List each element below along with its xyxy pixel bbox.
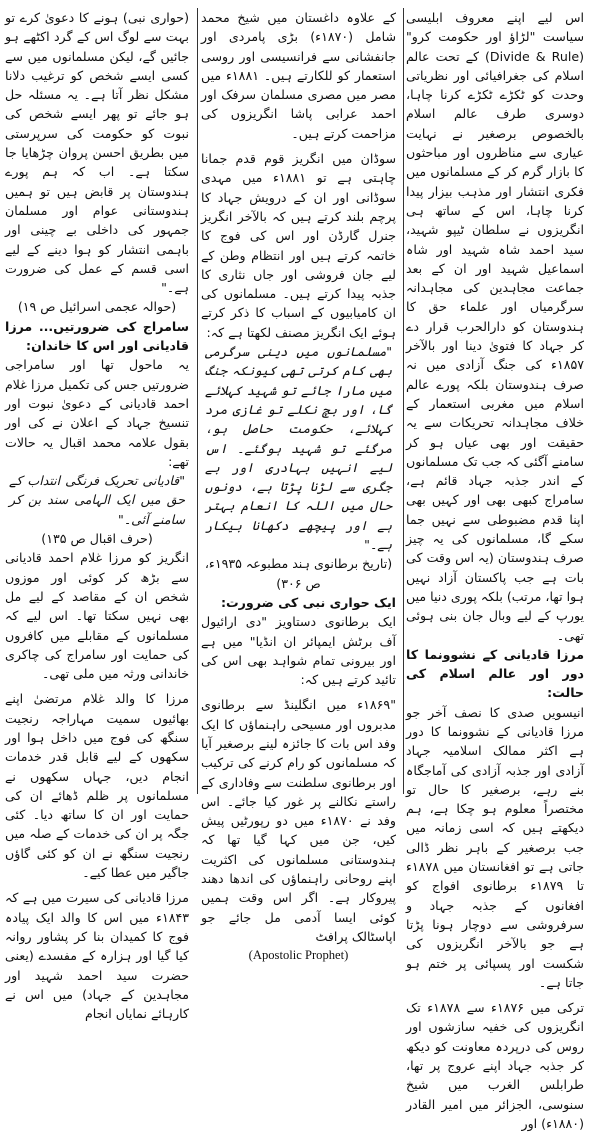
column-divider: [197, 8, 198, 794]
reference-note: (تاریخ برطانوی ہند مطبوعہ ۱۹۳۵ء، ص ۳۰۶): [204, 556, 393, 591]
paragraph: انیسویں صدی کا نصف آخر جو مرزا قادیانی کے نشوونما کا دور ہے اکثر ممالک اسلامیہ جہاد آزادی اور جذبہ آزادی کی آماجگاہ بنے رہے، برصغیر کا حال تو مختصراً معلوم ہو چکا ہے، ہم دیکھتے ہیں کہ اسی زمانہ میں جب برصغیر کے باہر نظر ڈالی جاتی ہے تو افغانستان میں ۱۸۷۸ء تا ۱۸۷۹ء برطانوی افواج کو افغانوں کے جذبہ جہاد و سرفروشی سے دوچار ہونا پڑتا ہے جو بالآخر انگریزوں کی شکست اور پسپائی پر ختم ہو جاتا ہے۔: [406, 704, 584, 990]
paragraph: "۱۸۶۹ء میں انگلینڈ سے برطانوی مدبروں اور مسیحی راہنماؤں کا ایک وفد اس بات کا جائزہ لینے برصغیر آیا کہ مسلمانوں کو رام کرنے کی ترکیب اور برطانوی سلطنت سے وفاداری کے راستے نکالنے پر غور کیا جائے۔ اس وفد نے ۱۸۷۰ء میں دو رپورٹیں پیش کیں، جن میں کہا گیا تھا کہ ہندوستانی مسلمانوں کی اکثریت اپنے روحانی راہنماؤں کی اندھا دھند پیروکار ہے۔ اگر اس وقت ہمیں کوئی ایسا آدمی مل جائے جو اپاسٹالک پرافٹ: [201, 697, 397, 944]
paragraph: مرزا کا والد غلام مرتضیٰ اپنے بھائیوں سمیت مہاراجہ رنجیت سنگھ کی فوج میں داخل ہوا اور سکھوں کے لیے قابل قدر خدمات انجام دیں، جہاں سکھوں نے مسلمانوں پر ظلم ڈھائے ان کی حمایت اور ان کا ساتھ دیا۔ کئی جگہ پر ان کی خدمات کے صلہ میں رنجیت سنگھ نے ان کو کئی گاؤں جاگیر میں عطا کیے۔: [5, 691, 189, 881]
paragraph: ترکی میں ۱۸۷۶ء سے ۱۸۷۸ء تک انگریزوں کی خفیہ سازشوں اور روس کی درپردہ معاونت کو دیکھ کر جذبہ جہاد اپنے عروج پر تھا، طرابلس الغرب میں شیخ سنوسی، الجزائر میں امیر القادر (۱۸۸۰ء) اور: [406, 1000, 584, 1131]
section-heading: سامراج کی ضرورتیں... مرزا قادیانی اور اس کا خاندان:: [5, 318, 189, 354]
column-divider: [403, 8, 404, 794]
column-left: [5, 8, 189, 1022]
paragraph: مرزا قادیانی کی سیرت میں ہے کہ ۱۸۴۳ء میں اس کا والد ایک پیادہ فوج کا کمیدان بنا کر پشاور روانہ کیا گیا اور ہزارہ کے مفسدے (یعنی حضرت سید احمد شہید اور مجاہدین کے جہاد) میں اس نے کارہائے نمایاں انجام: [5, 890, 189, 1022]
paragraph: اس لیے اپنے معروف ابلیسی سیاست "لڑاؤ اور حکومت کرو" (Divide & Rule) کے تحت عالم اسلام کی جغرافیائی اور نظریاتی وحدت کو ٹکڑے ٹکڑے کرنا چاہا، دوسری طرف عالم اسلام بالخصوص برصغیر نے نہایت عیاری سے مناظروں اور مباحثوں کا بازار گرم کر کے مسلمانوں میں فکری انتشار اور مذہب بیزار پیدا کرنا چاہا، اس کے ساتھ ہی انگریزوں نے سلطان ٹیپو شہید، سید احمد شاہ شہید اور شاہ اسماعیل شہید اور ان کے بعد جماعت مجاہدین کی مجاہدانہ سرگرمیاں اور علماء حق کا ہندوستان کو دارالحرب قرار دے کر جہاد کا فتویٰ دینا اور بالآخر ۱۸۵۷ء کی جنگ آزادی میں نہ صرف ہندوستان بلکہ پورے عالم اسلام میں مغربی استعمار کے خلاف مجاہدانہ تحریکات سے یہ حقیقت اور بھی عیاں ہو کر سامنے آگئی کہ جب تک مسلمانوں کے اندر جذبہ جہاد قائم ہے، سامراج کبھی بھی اور کہیں بھی اپنا قدم مضبوطی سے نہیں جما سکے گا، مسلمانوں کی یہ چیز صرف ہندوستان (یہ اس وقت کی بات ہے جب پاکستان آزاد نہیں ہوا تھا، مرتب) بلکہ پوری دنیا میں یورپ کے لیے وبال جان بنی ہوئی تھی۔: [406, 10, 584, 643]
section-heading: مرزا قادیانی کے نشوونما کا دور اور عالم اسلام کی حالت:: [406, 646, 584, 701]
column-middle: [201, 8, 397, 963]
section-heading: ایک حواری نبی کی ضرورت:: [220, 594, 396, 610]
reference-note: (حرف اقبال ص ۱۳۵): [41, 531, 153, 547]
english-term: (Apostolic Prophet): [248, 948, 349, 963]
paragraph: کے علاوہ داغستان میں شیخ محمد شامل (۱۸۷۰ء) بڑی پامردی اور جانفشانی سے فرانسیسی اور روسی استعمار کو للکارتے ہیں۔ ۱۸۸۱ء میں مصر میں مصری مسلمان سرفک اور احمد عرابی پاشا انگریزوں کی مزاحمت کرتے ہیں۔: [201, 10, 396, 141]
paragraph: سوڈان میں انگریز قوم قدم جمانا چاہتی ہے تو ۱۸۸۱ء میں مہدی سوڈانی اور ان کے درویش جہاد کا پرچم بلند کرتے ہیں کہ بالآخر انگریز جنرل گارڈن اور اس کی فوج کا خاتمہ کرتے ہیں اور انتظام وطن کے لیے جان فروشی اور جاں نثاری کا جذبہ پیدا کرتے ہیں۔ مسلمانوں کی ان کامیابیوں کے اسباب کا ذکر کرتے ہوئے ایک انگریز مصنف لکھتا ہے کہ:: [201, 151, 396, 340]
reference-note: (حوالہ عجمی اسرائیل ص ۱۹): [17, 299, 177, 315]
column-right: [406, 8, 584, 1131]
paragraph: ایک برطانوی دستاویز "دی ارائیول آف برٹش ایمپائر ان انڈیا" میں ہے اور بیرونی تمام شواہد بھی اس کی تائید کرتے ہیں کہ:: [201, 614, 396, 688]
paragraph: یہ ماحول تھا اور سامراجی ضرورتیں جس کی تکمیل مرزا غلام احمد قادیانی کے دعویٰ نبوت اور تنسیخ جہاد کے اعلان نے کی اور بقول علامہ محمد اقبال یہ حالات تھے:: [5, 357, 189, 469]
paragraph: انگریز کو مرزا غلام احمد قادیانی سے بڑھ کر کوئی اور موزوں شخص ان کے مقاصد کے لیے مل بھی نہیں سکتا تھا۔ اس لیے کہ مسلمانوں کے مقابلے میں کافروں کی حمایت اور سامراج کی چاکری خاندانی ورثہ میں ملی تھی۔: [5, 550, 189, 682]
quotation: "مسلمانوں میں دینی سرگرمی بھی کام کرتی تھی کیونکہ جنگ میں مارا جائے تو شہید کہلائے گا، اور بچ نکلے تو غازی مرد کہلائے، حکومت حاصل ہو، مرگئے تو شہید ہوگئے۔ اس لیے انہیں بہادری اور بے جگری سے لڑنا پڑتا ہے، دونوں حال میں اللہ کا انعام بہتر ہے اور پیچھے دکھانا بیکار ہے۔": [205, 344, 392, 553]
paragraph: (حواری نبی) ہونے کا دعویٰ کرے تو بہت سے لوگ اس کے گرد اکٹھے ہو جائیں گے، لیکن مسلمانوں میں سے کسی ایسے شخص کو ترغیب دلانا مشکل نظر آتا ہے۔ یہ مسئلہ حل ہو جائے تو پھر ایسے شخص کی نبوت کو حکومت کی سرپرستی میں بطریق احسن پروان چڑھایا جا سکتا ہے۔ اب کہ ہم پورے ہندوستان پر قابض ہیں تو ہمیں ہندوستانی عوام اور مسلمان جمہور کی داخلی بے چینی اور باہمی انتشار کو ہوا دینے کے لیے اسی قسم کے عمل کی ضرورت ہے۔": [5, 10, 189, 296]
quotation: "قادیانی تحریک فرنگی انتداب کے حق میں ایک الہامی سند بن کر سامنے آئی۔": [9, 473, 185, 527]
